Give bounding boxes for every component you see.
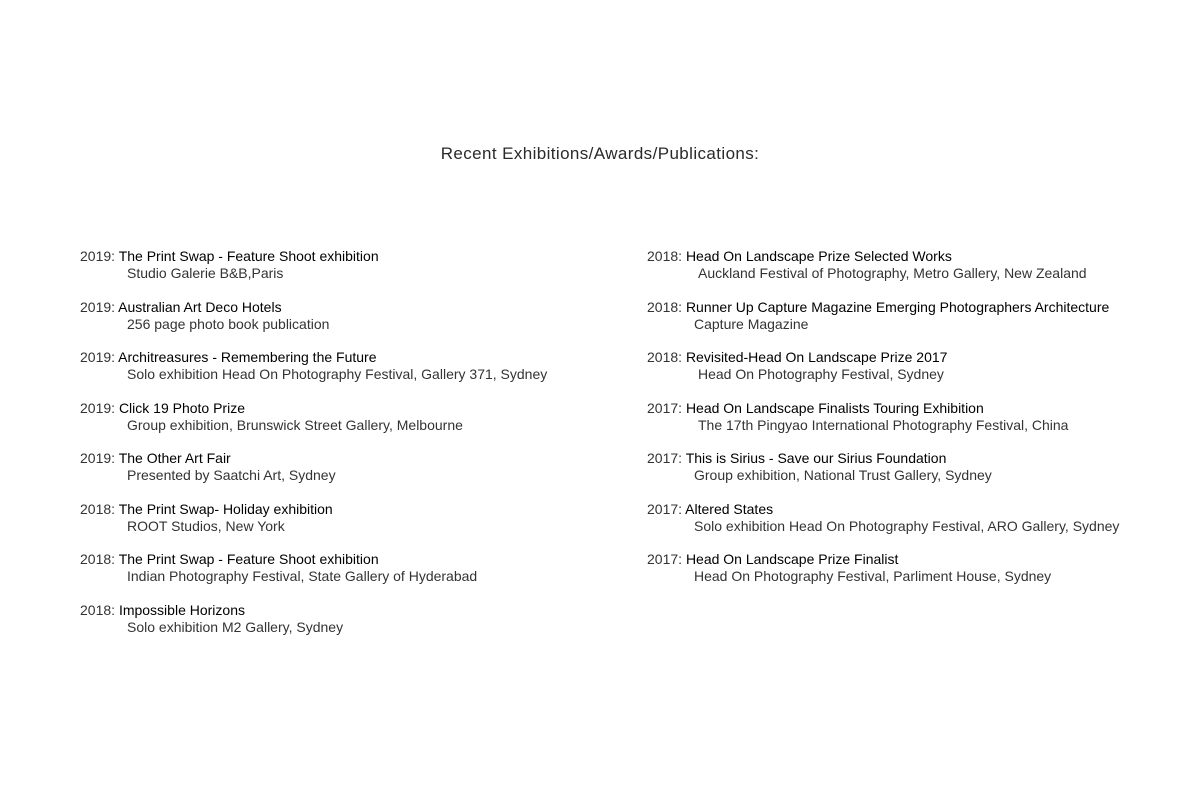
entry-detail: Head On Photography Festival, Sydney bbox=[698, 366, 944, 382]
entry-title: This is Sirius - Save our Sirius Foundation bbox=[685, 450, 947, 466]
entry-year: 2018: bbox=[80, 500, 116, 517]
list-item bbox=[647, 551, 1187, 602]
entry-title: Click 19 Photo Prize bbox=[118, 399, 245, 416]
list-item bbox=[80, 450, 620, 501]
entry-year: 2017: bbox=[647, 551, 683, 567]
entry-title: The Print Swap- Holiday exhibition bbox=[118, 500, 333, 517]
page-title: Recent Exhibitions/Awards/Publications: bbox=[440, 144, 760, 163]
list-item bbox=[647, 299, 1187, 350]
entry-detail: ROOT Studios, New York bbox=[127, 517, 285, 534]
entry-detail: Group exhibition, Brunswick Street Gallery, Melbourne bbox=[127, 416, 463, 433]
entry-detail: Indian Photography Festival, State Gallery of Hyderabad bbox=[127, 568, 478, 584]
entry-detail: Solo exhibition Head On Photography Festival, Gallery 371, Sydney bbox=[127, 366, 548, 382]
entry-year: 2017: bbox=[647, 450, 683, 466]
entry-title: Runner Up Capture Magazine Emerging Photographers Architecture bbox=[685, 298, 1110, 315]
entry-detail: Auckland Festival of Photography, Metro Gallery, New Zealand bbox=[698, 265, 1087, 281]
entry-year: 2018: bbox=[80, 601, 116, 618]
entry-title: Architreasures - Remembering the Future bbox=[118, 349, 377, 365]
entry-detail: Head On Photography Festival, Parliment House, Sydney bbox=[694, 568, 1052, 584]
entry-year: 2019: bbox=[80, 399, 116, 416]
entry-title: Australian Art Deco Hotels bbox=[118, 298, 282, 315]
entry-title: Revisited-Head On Landscape Prize 2017 bbox=[685, 349, 948, 365]
list-item bbox=[80, 501, 620, 552]
entry-title: The Print Swap - Feature Shoot exhibition bbox=[118, 551, 379, 567]
entry-detail: Presented by Saatchi Art, Sydney bbox=[127, 467, 336, 483]
entry-title: Head On Landscape Prize Finalist bbox=[685, 551, 899, 567]
list-item bbox=[80, 551, 620, 602]
list-item bbox=[647, 400, 1187, 451]
entry-year: 2017: bbox=[647, 500, 683, 517]
entry-title: The Print Swap - Feature Shoot exhibition bbox=[118, 248, 379, 264]
list-item bbox=[80, 602, 620, 653]
entry-detail: 256 page photo book publication bbox=[127, 315, 330, 332]
list-item bbox=[80, 248, 620, 299]
entry-detail: The 17th Pingyao International Photography Festival, China bbox=[698, 416, 1069, 433]
entry-year: 2018: bbox=[80, 551, 116, 567]
list-item bbox=[647, 248, 1187, 299]
entry-title: Head On Landscape Prize Selected Works bbox=[685, 248, 952, 264]
list-item bbox=[80, 400, 620, 451]
entry-year: 2019: bbox=[80, 298, 116, 315]
entry-year: 2017: bbox=[647, 399, 683, 416]
entry-detail: Studio Galerie B&B,Paris bbox=[127, 265, 284, 281]
entry-title: Head On Landscape Finalists Touring Exhibition bbox=[685, 399, 984, 416]
entry-year: 2019: bbox=[80, 349, 116, 365]
entry-detail: Solo exhibition Head On Photography Festival, ARO Gallery, Sydney bbox=[694, 517, 1120, 534]
entry-title: Impossible Horizons bbox=[118, 601, 245, 618]
entry-title: The Other Art Fair bbox=[118, 450, 231, 466]
entry-detail: Capture Magazine bbox=[694, 315, 809, 332]
exhibitions-list-right bbox=[647, 248, 1187, 602]
exhibitions-list-left bbox=[80, 248, 620, 652]
entry-year: 2019: bbox=[80, 450, 116, 466]
entry-detail: Solo exhibition M2 Gallery, Sydney bbox=[127, 618, 344, 635]
entry-year: 2018: bbox=[647, 349, 683, 365]
list-item bbox=[80, 299, 620, 350]
entry-title: Altered States bbox=[685, 500, 774, 517]
list-item bbox=[647, 450, 1187, 501]
entry-year: 2018: bbox=[647, 298, 683, 315]
entry-year: 2019: bbox=[80, 248, 116, 264]
entry-detail: Group exhibition, National Trust Gallery, Sydney bbox=[694, 467, 992, 483]
entry-year: 2018: bbox=[647, 248, 683, 264]
list-item bbox=[647, 501, 1187, 552]
list-item bbox=[80, 349, 620, 400]
list-item bbox=[647, 349, 1187, 400]
